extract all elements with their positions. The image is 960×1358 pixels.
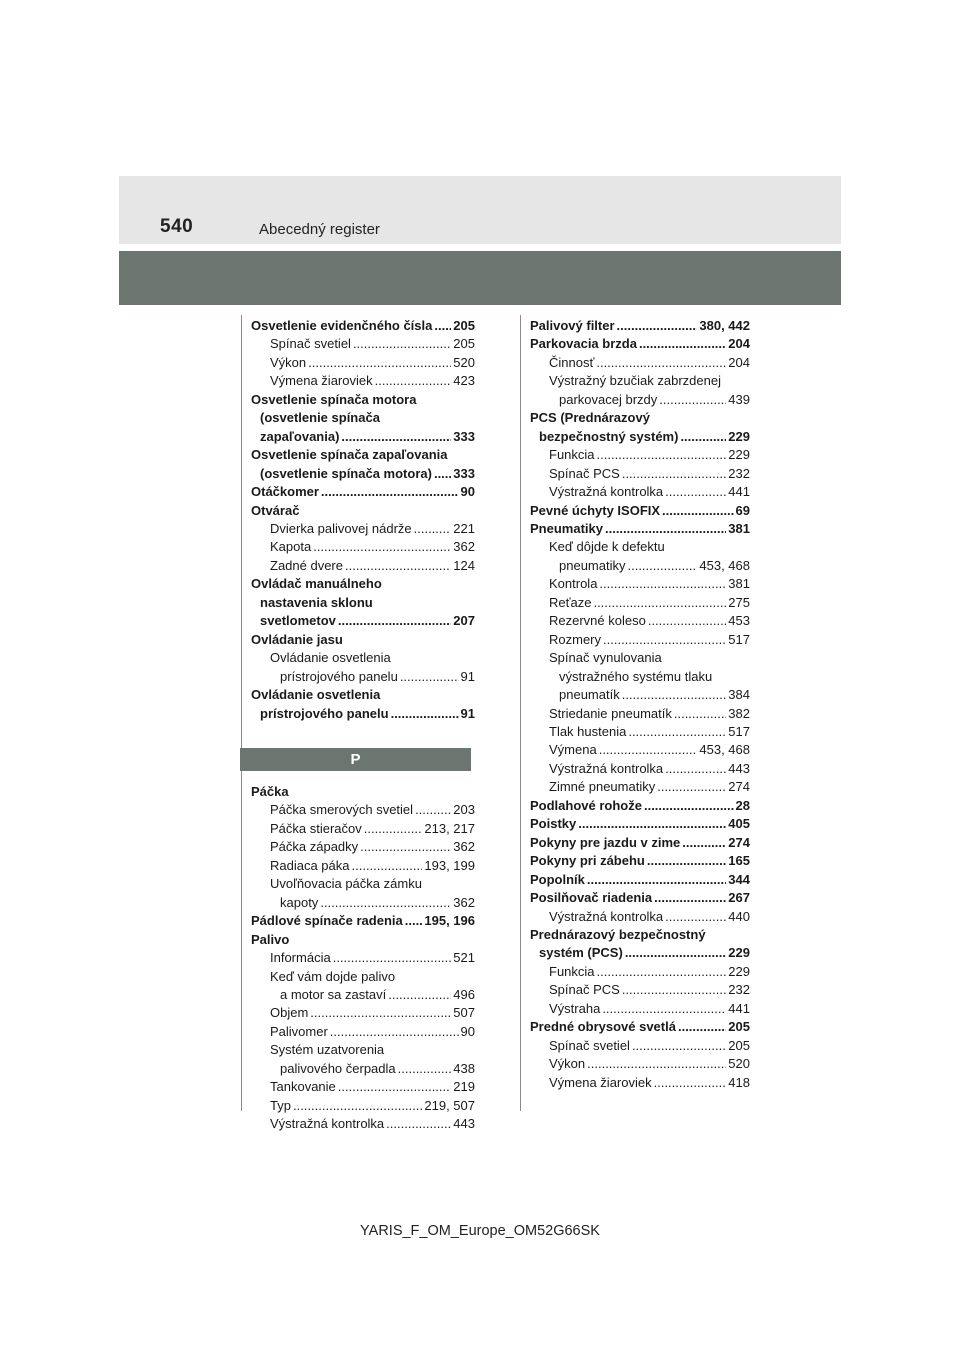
- section-color-band: [119, 251, 841, 305]
- index-subentry-continued: a motor sa zastaví ..... 496: [251, 986, 475, 1004]
- index-subentry: Činnosť ..... 204: [530, 354, 750, 372]
- index-entry: Pneumatiky ..... 381: [530, 520, 750, 538]
- index-entry: Pokyny pre jazdu v zime ..... 274: [530, 834, 750, 852]
- index-subentry: Reťaze ..... 275: [530, 594, 750, 612]
- index-entry: Páčka: [251, 783, 289, 799]
- index-entry: Poistky ..... 405: [530, 815, 750, 833]
- index-subentry: Kapota ..... 362: [251, 538, 475, 556]
- index-subentry: Informácia ..... 521: [251, 949, 475, 967]
- index-subentry: Tankovanie ..... 219: [251, 1078, 475, 1096]
- index-entry: Palivo: [251, 931, 290, 947]
- index-subentry: Páčka západky ..... 362: [251, 838, 475, 856]
- index-subentry: Výstraha ..... 441: [530, 1000, 750, 1018]
- index-entry-continued: systém (PCS) ..... 229: [530, 944, 750, 962]
- index-column-left: [251, 317, 475, 1134]
- index-entry-continued: (osvetlenie spínača motora) ..... 333: [251, 465, 475, 483]
- index-subentry: Zadné dvere ..... 124: [251, 557, 475, 575]
- index-subentry: Keď vám dojde palivo: [270, 968, 396, 984]
- index-entry-continued: prístrojového panelu ..... 91: [251, 705, 475, 723]
- index-subentry: Kontrola ..... 381: [530, 575, 750, 593]
- index-subentry: Striedanie pneumatík ..... 382: [530, 705, 750, 723]
- index-entry: Otvárač: [251, 502, 300, 518]
- index-subentry: Výmena žiaroviek ..... 423: [251, 372, 475, 390]
- index-subentry: Výstražná kontrolka ..... 443: [530, 760, 750, 778]
- index-subentry: Zimné pneumatiky ..... 274: [530, 778, 750, 796]
- letter-heading-p: P: [240, 748, 471, 771]
- index-subentry: Výmena žiaroviek ..... 418: [530, 1074, 750, 1092]
- index-entry: Predné obrysové svetlá ..... 205: [530, 1018, 750, 1036]
- index-entry: Otáčkomer ..... 90: [251, 483, 475, 501]
- index-entry: Pokyny pri zábehu ..... 165: [530, 852, 750, 870]
- index-subentry: Spínač PCS ..... 232: [530, 981, 750, 999]
- index-subentry: Typ ..... 219, 507: [251, 1097, 475, 1115]
- index-entry: Prednárazový bezpečnostný: [530, 926, 706, 942]
- page-number: 540: [160, 216, 194, 237]
- index-entry: Osvetlenie spínača zapaľovania: [251, 447, 448, 463]
- index-subentry-continued: pneumatiky ..... 453, 468: [530, 557, 750, 575]
- column-divider-middle: [520, 315, 521, 1111]
- index-entry: Popolník ..... 344: [530, 871, 750, 889]
- index-entry: Osvetlenie spínača motora: [251, 391, 417, 407]
- index-entry-continued: svetlometov ..... 207: [251, 612, 475, 630]
- index-subentry: Keď dôjde k defektu: [549, 539, 665, 555]
- index-subentry: Rezervné koleso ..... 453: [530, 612, 750, 630]
- index-subentry: Spínač svetiel ..... 205: [530, 1037, 750, 1055]
- index-entry-continued: zapaľovania) ..... 333: [251, 428, 475, 446]
- index-subentry: Spínač PCS ..... 232: [530, 465, 750, 483]
- index-subentry-continued: prístrojového panelu ..... 91: [251, 668, 475, 686]
- index-entry-continued: bezpečnostný systém) ..... 229: [530, 428, 750, 446]
- index-subentry-continued: palivového čerpadla ..... 438: [251, 1060, 475, 1078]
- index-subentry: Páčka smerových svetiel ..... 203: [251, 801, 475, 819]
- index-subentry: Výstražná kontrolka ..... 443: [251, 1115, 475, 1133]
- index-subentry: Rozmery ..... 517: [530, 631, 750, 649]
- index-entry: Pevné úchyty ISOFIX ..... 69: [530, 502, 750, 520]
- index-subentry: Výkon ..... 520: [251, 354, 475, 372]
- index-subentry: Spínač svetiel ..... 205: [251, 335, 475, 353]
- column-divider-left: [241, 315, 242, 1111]
- index-subentry: Tlak hustenia ..... 517: [530, 723, 750, 741]
- index-entry: Podlahové rohože ..... 28: [530, 797, 750, 815]
- index-subentry: Výstražný bzučiak zabrzdenej: [549, 373, 721, 389]
- index-subentry: Palivomer ..... 90: [251, 1023, 475, 1041]
- index-subentry: Výstražná kontrolka ..... 441: [530, 483, 750, 501]
- index-subentry: Funkcia ..... 229: [530, 446, 750, 464]
- index-subentry: Výstražná kontrolka ..... 440: [530, 908, 750, 926]
- index-subentry: Dvierka palivovej nádrže ..... 221: [251, 520, 475, 538]
- index-subentry: Funkcia ..... 229: [530, 963, 750, 981]
- index-entry: Pádlové spínače radenia ..... 195, 196: [251, 912, 475, 930]
- footer-document-code: YARIS_F_OM_Europe_OM52G66SK: [360, 1223, 600, 1239]
- index-subentry: Výkon ..... 520: [530, 1055, 750, 1073]
- index-subentry-continued: parkovacej brzdy ..... 439: [530, 391, 750, 409]
- section-title: Abecedný register: [259, 221, 380, 238]
- index-entry: Osvetlenie evidenčného čísla ..... 205: [251, 317, 475, 335]
- index-entry-continued: (osvetlenie spínača: [260, 410, 380, 426]
- index-entry: PCS (Prednárazový: [530, 410, 650, 426]
- index-entry: Posilňovač riadenia ..... 267: [530, 889, 750, 907]
- index-entry: Ovládanie jasu: [251, 631, 343, 647]
- index-subentry: Páčka stieračov ..... 213, 217: [251, 820, 475, 838]
- index-entry: Palivový filter ..... 380, 442: [530, 317, 750, 335]
- header-band: [119, 176, 841, 244]
- index-subentry: Systém uzatvorenia: [270, 1042, 385, 1058]
- index-subentry: Výmena ..... 453, 468: [530, 741, 750, 759]
- index-subentry: Objem ..... 507: [251, 1004, 475, 1022]
- index-entry: Parkovacia brzda ..... 204: [530, 335, 750, 353]
- index-subentry-continued: pneumatík ..... 384: [530, 686, 750, 704]
- index-subentry-continued: výstražného systému tlaku: [559, 668, 713, 684]
- index-column-right: [530, 317, 750, 1092]
- index-entry: Ovládanie osvetlenia: [251, 687, 381, 703]
- index-subentry: Spínač vynulovania: [549, 650, 662, 666]
- index-subentry-continued: kapoty ..... 362: [251, 894, 475, 912]
- index-entry: Ovládač manuálneho: [251, 576, 382, 592]
- index-subentry: Ovládanie osvetlenia: [270, 650, 391, 666]
- index-subentry: Radiaca páka ..... 193, 199: [251, 857, 475, 875]
- index-subentry: Uvoľňovacia páčka zámku: [270, 876, 422, 892]
- index-entry-continued: nastavenia sklonu: [260, 594, 373, 610]
